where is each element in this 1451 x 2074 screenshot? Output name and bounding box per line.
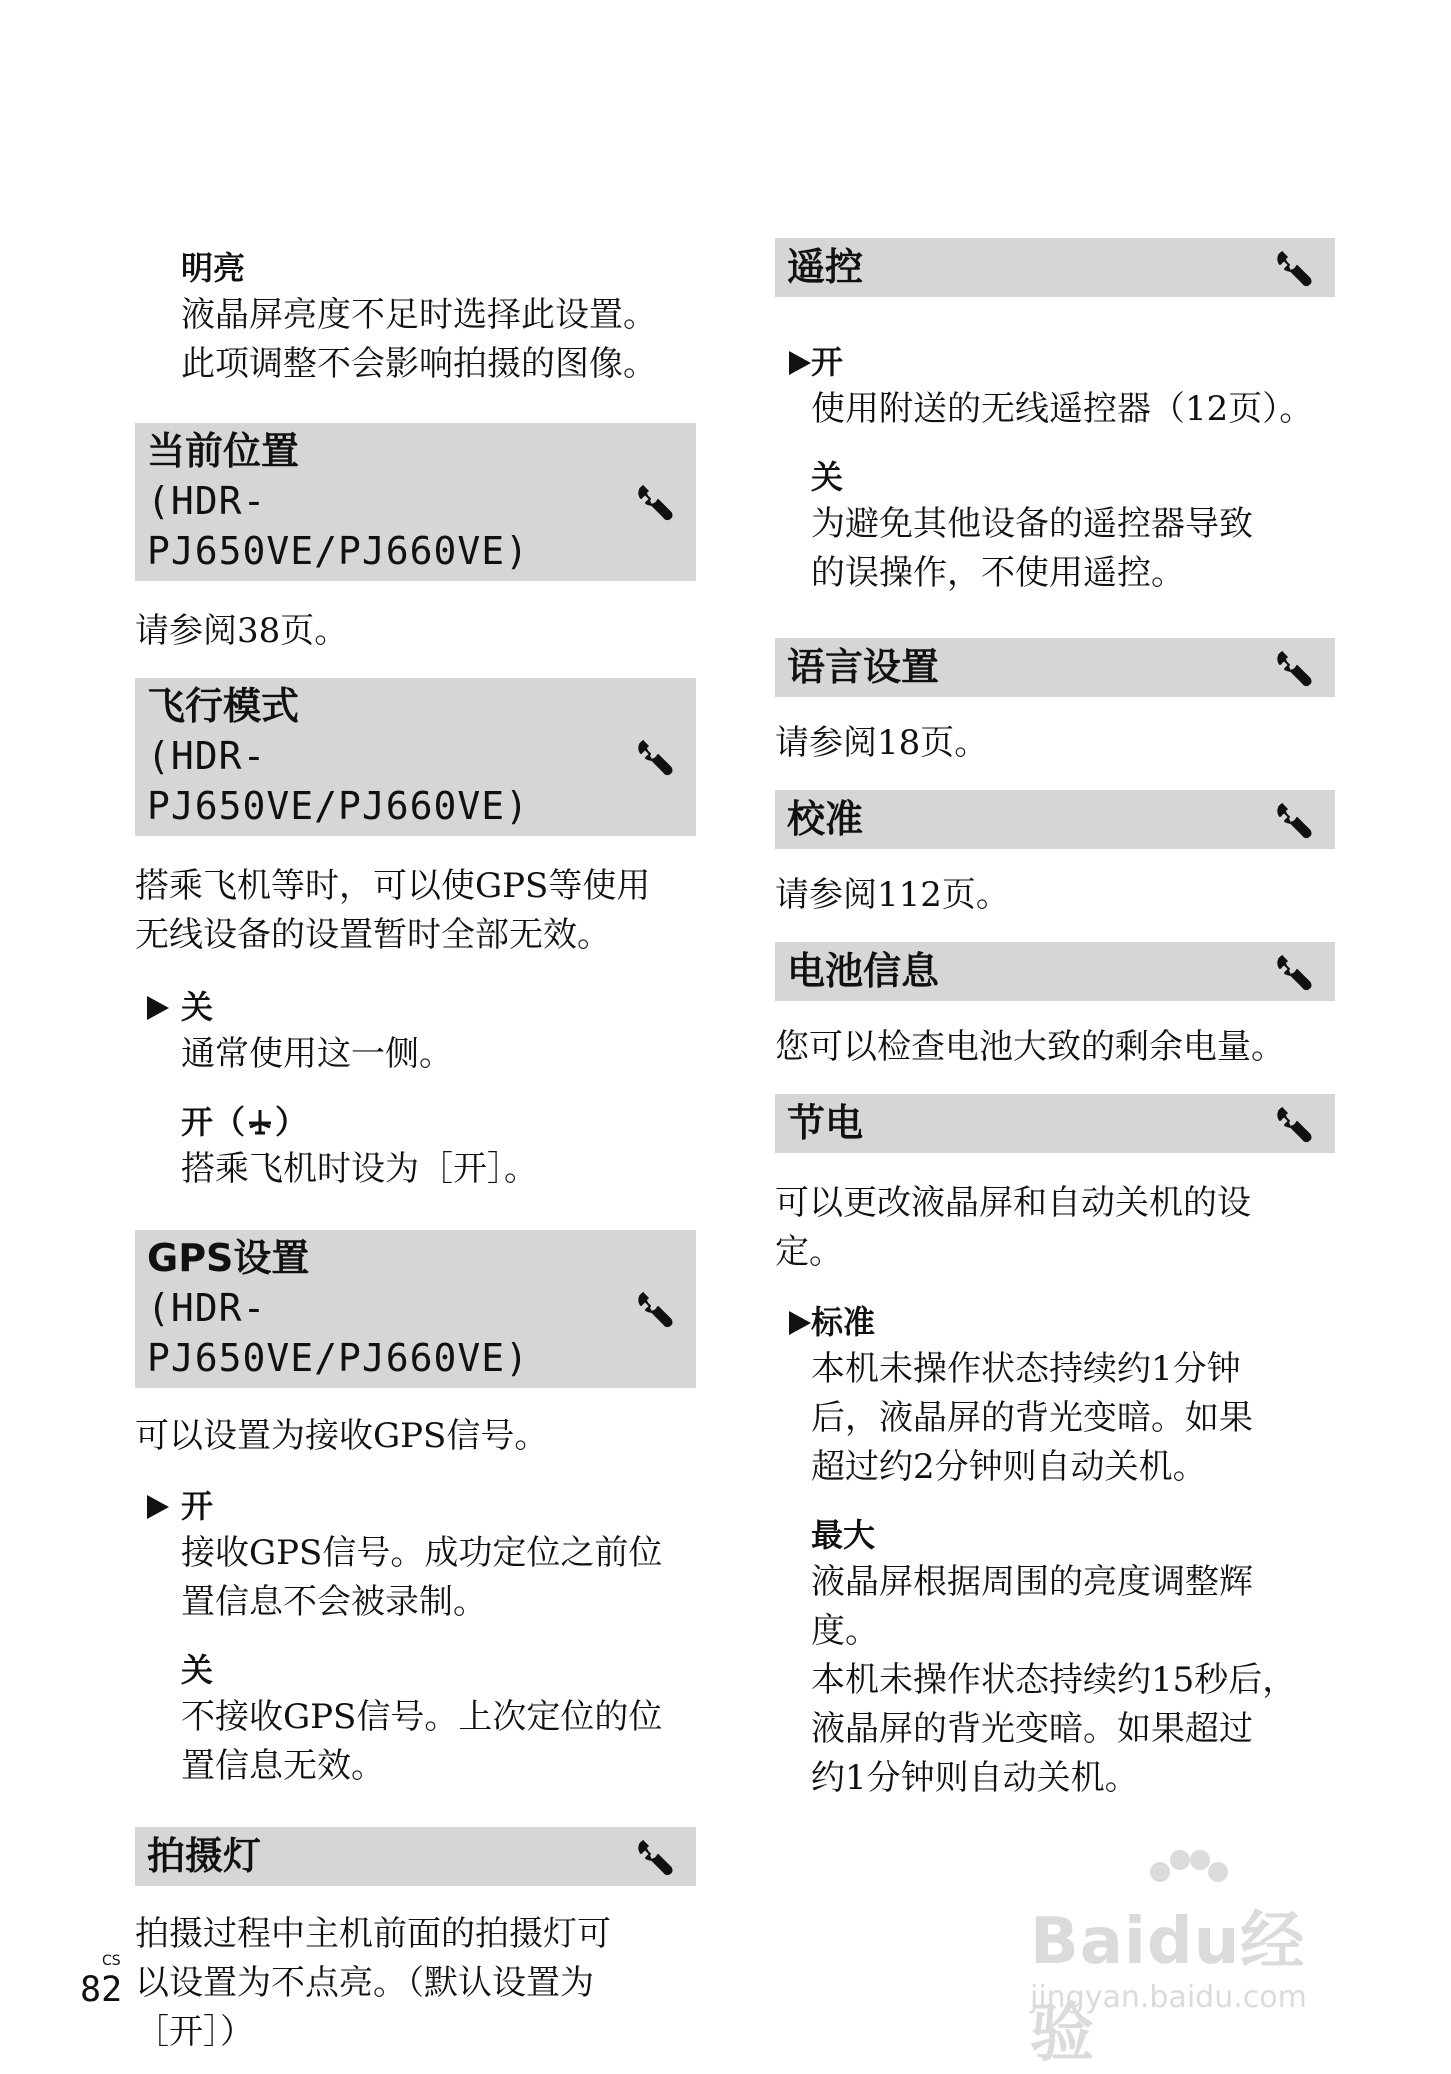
option-desc-line: 约1分钟则自动关机。 [811,1758,1139,1798]
section-title: 飞行模式 [147,684,300,728]
body-text: 以设置为不点亮。（默认设置为 [135,1963,594,2003]
option-desc-line: 置信息无效。 [181,1746,385,1786]
body-text: 可以更改液晶屏和自动关机的设 [775,1183,1251,1223]
option-off [775,454,1335,598]
triangle-right-icon [147,996,169,1020]
triangle-right-icon [789,1311,811,1335]
section-header-remote [775,238,1335,297]
option-desc-line: 液晶屏根据周围的亮度调整辉 [811,1562,1253,1602]
option-name: 关 [181,1651,214,1689]
option-desc-line: 液晶屏亮度不足时选择此设置。 [181,295,657,335]
option-max [775,1512,1335,1803]
option-desc-line: 此项调整不会影响拍摄的图像。 [181,344,657,384]
wrench-icon [636,482,676,522]
section-title: 校准 [787,797,864,841]
option-desc-line: 后，液晶屏的背光变暗。如果 [811,1398,1253,1438]
option-desc-line: 不接收GPS信号。上次定位的位 [181,1697,663,1737]
body-text: 您可以检查电池大致的剩余电量。 [775,1027,1285,1067]
option-desc-line: 使用附送的无线遥控器（12页）。 [811,389,1314,429]
option-on [135,1099,696,1194]
body-text: 搭乘飞机等时，可以使GPS等使用 [135,866,651,906]
section-model: (HDR-PJ650VE/PJ660VE) [147,734,530,828]
option-name: 开 [181,1487,214,1525]
option-on-default [775,339,1335,434]
language-code: CS [102,1953,121,1969]
watermark-brand-part: 经验 [1030,1905,1306,2071]
section-title: 节电 [787,1101,864,1145]
body-text: 请参阅38页。 [135,611,349,651]
triangle-right-icon [789,351,811,375]
option-name-close: ） [275,1103,308,1141]
option-desc-line: 度。 [811,1611,879,1651]
option-desc-line: 液晶屏的背光变暗。如果超过 [811,1709,1253,1749]
option-desc-line: 通常使用这一侧。 [181,1034,453,1074]
option-name: 标准 [811,1303,876,1341]
airplane-icon [245,1107,275,1137]
page-number: 82 [80,1970,123,2010]
section-header-gps [135,1230,696,1388]
body-text: 拍摄过程中主机前面的拍摄灯可 [135,1914,611,1954]
option-name: 关 [181,988,214,1026]
option-desc-line: 本机未操作状态持续约15秒后， [811,1660,1297,1700]
section-header-language [775,638,1335,697]
option-bright [135,245,696,389]
section-header-video-light [135,1827,696,1886]
option-off [135,1647,696,1791]
section-title: GPS设置 [147,1236,310,1280]
body-text: 无线设备的设置暂时全部无效。 [135,915,611,955]
triangle-right-icon [147,1495,169,1519]
wrench-icon [1275,1104,1315,1144]
option-on-default [135,1483,696,1627]
option-standard-default [775,1299,1335,1492]
option-name-text: 开（ [181,1103,246,1141]
option-desc-line: 置信息不会被录制。 [181,1582,487,1622]
section-header-battery [775,942,1335,1001]
option-desc-line: 搭乘飞机时设为［开］。 [181,1149,538,1189]
option-name: 关 [811,458,844,496]
body-text: 请参阅18页。 [775,723,989,763]
option-name: 开 [811,343,844,381]
section-header-calibration [775,790,1335,849]
option-desc-line: 的误操作，不使用遥控。 [811,553,1185,593]
option-desc-line: 本机未操作状态持续约1分钟 [811,1349,1241,1389]
section-model: (HDR-PJ650VE/PJ660VE) [147,1286,530,1380]
option-off-default [135,984,696,1079]
section-header-flight-mode [135,678,696,836]
wrench-icon [1275,648,1315,688]
body-text: 定。 [775,1232,843,1272]
wrench-icon [1275,952,1315,992]
wrench-icon [1275,248,1315,288]
left-column [135,245,696,2057]
option-desc-line: 接收GPS信号。成功定位之前位 [181,1533,663,1573]
wrench-icon [636,1837,676,1877]
section-header-location [135,423,696,581]
body-text: ［开］） [135,2012,254,2052]
option-desc-line: 为避免其他设备的遥控器导致 [811,504,1253,544]
section-title: 语言设置 [787,645,940,689]
right-column [775,238,1335,1803]
section-title: 电池信息 [787,949,940,993]
section-model: (HDR-PJ650VE/PJ660VE) [147,479,530,573]
wrench-icon [1275,800,1315,840]
body-text: 请参阅112页。 [775,875,1010,915]
watermark-url: jingyan.baidu.com [1030,1980,1307,2015]
section-title: 当前位置 [147,429,300,473]
watermark-brand-part: Bai [1030,1905,1147,1979]
wrench-icon [636,737,676,777]
option-name [181,1099,696,1145]
option-desc-line: 超过约2分钟则自动关机。 [811,1447,1207,1487]
section-header-power-save [775,1094,1335,1153]
section-title: 遥控 [787,245,864,289]
watermark [1030,1850,1360,2071]
watermark-brand-part: du [1146,1905,1241,1979]
wrench-icon [636,1289,676,1329]
option-name: 明亮 [181,249,246,287]
body-text: 可以设置为接收GPS信号。 [135,1416,549,1456]
option-name: 最大 [811,1516,876,1554]
section-title: 拍摄灯 [147,1834,262,1878]
